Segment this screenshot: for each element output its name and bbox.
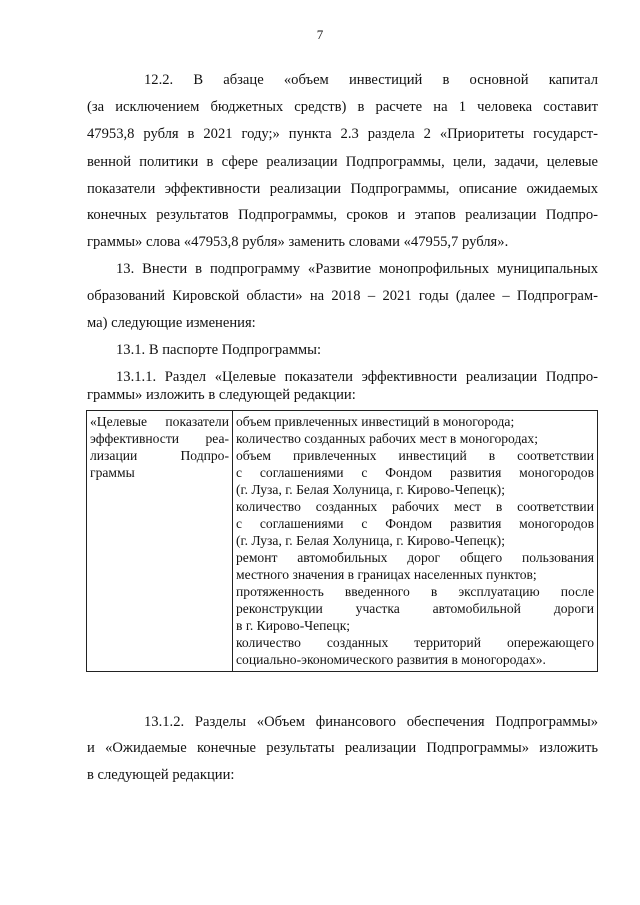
paragraph-12-2-line: венной политики в сфере реализации Подпрограммы, цели, задачи, целевые bbox=[87, 154, 598, 170]
paragraph-12-2-line: показатели эффективности реализации Подпрограммы, описание ожидаемых bbox=[87, 181, 598, 197]
paragraph-13-line: образований Кировской области» на 2018 – 2021 годы (далее – Подпрограм- bbox=[87, 288, 598, 304]
paragraph-13-1-1-line: 13.1.1. Раздел «Целевые показатели эффективности реализации Подпро- bbox=[116, 369, 598, 385]
value-line: с соглашениями с Фондом развития моногородов bbox=[236, 516, 594, 531]
label-line: лизации Подпро- bbox=[90, 448, 229, 463]
paragraph-12-2-line: граммы» слова «47953,8 рубля» заменить словами «47955,7 рубля». bbox=[87, 234, 509, 250]
value-line: протяженность введенного в эксплуатацию после bbox=[236, 584, 594, 599]
value-line: ремонт автомобильных дорог общего пользования bbox=[236, 550, 594, 565]
label-line: эффективности реа- bbox=[90, 431, 229, 446]
page-number: 7 bbox=[316, 27, 324, 42]
value-line: социально-экономического развития в моногородах». bbox=[236, 652, 546, 667]
paragraph-13-1-2-line: в следующей редакции: bbox=[87, 767, 235, 783]
paragraph-13-1: 13.1. В паспорте Подпрограммы: bbox=[116, 342, 322, 358]
value-line: с соглашениями с Фондом развития моногородов bbox=[236, 465, 594, 480]
value-line: объем привлеченных инвестиций в моногорода; bbox=[236, 414, 515, 429]
paragraph-13-line: ма) следующие изменения: bbox=[87, 315, 256, 331]
table-row bbox=[87, 411, 598, 672]
value-line: количество созданных территорий опережающего bbox=[236, 635, 594, 650]
value-line: местного значения в границах населенных пунктов; bbox=[236, 567, 537, 582]
table-cell-values bbox=[233, 411, 598, 672]
value-line: в г. Кирово-Чепецк; bbox=[236, 618, 351, 633]
table-cell-label bbox=[87, 411, 233, 672]
value-line: количество созданных рабочих мест в соответствии bbox=[236, 499, 594, 514]
target-indicators-table bbox=[86, 410, 598, 672]
label-line: граммы bbox=[90, 465, 135, 480]
paragraph-13-1-1-line: граммы» изложить в следующей редакции: bbox=[87, 387, 356, 403]
paragraph-13-1-2-line: и «Ожидаемые конечные результаты реализации Подпрограммы» изложить bbox=[87, 740, 598, 756]
value-line: объем привлеченных инвестиций в соответствии bbox=[236, 448, 594, 463]
paragraph-13-1-2-line: 13.1.2. Разделы «Объем финансового обеспечения Подпрограммы» bbox=[144, 714, 598, 730]
paragraph-12-2-line: 12.2. В абзаце «объем инвестиций в основной капитал bbox=[144, 72, 598, 88]
value-line: количество созданных рабочих мест в моногородах; bbox=[236, 431, 538, 446]
value-line: (г. Луза, г. Белая Холуница, г. Кирово-Чепецк); bbox=[236, 533, 505, 548]
paragraph-12-2-line: 47953,8 рубля в 2021 году;» пункта 2.3 раздела 2 «Приоритеты государст- bbox=[87, 126, 598, 142]
paragraph-13-line: 13. Внести в подпрограмму «Развитие монопрофильных муниципальных bbox=[116, 261, 598, 277]
value-line: (г. Луза, г. Белая Холуница, г. Кирово-Чепецк); bbox=[236, 482, 505, 497]
paragraph-12-2-line: конечных результатов Подпрограммы, сроков и этапов реализации Подпро- bbox=[87, 207, 598, 223]
value-line: реконструкции участка автомобильной дороги bbox=[236, 601, 594, 616]
label-line: «Целевые показатели bbox=[90, 414, 229, 429]
paragraph-12-2-line: (за исключением бюджетных средств) в расчете на 1 человека составит bbox=[87, 99, 598, 115]
